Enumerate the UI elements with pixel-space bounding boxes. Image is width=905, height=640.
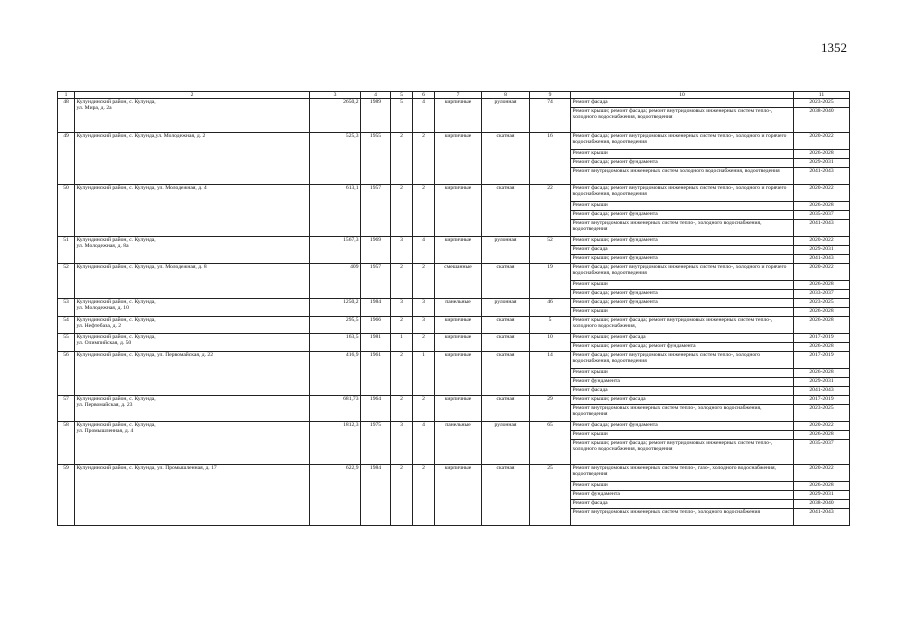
column-number: 9 (530, 92, 571, 99)
record-roof-type: скатная (482, 396, 530, 422)
record-residents: 52 (530, 237, 571, 264)
table-row (58, 422, 850, 431)
record-residents: 5 (530, 317, 571, 334)
repair-period: 2026-2028 (794, 343, 850, 352)
record-wall-material: кирпичные (435, 317, 482, 334)
table-row (58, 317, 850, 334)
record-residents: 19 (530, 264, 571, 299)
record-address: Кулундинский район, с. Кулунда, ул. Мира, д. 2а (75, 99, 310, 133)
capital-repair-register-table (57, 91, 850, 526)
repair-work-type: Ремонт крыши (571, 431, 794, 440)
repair-work-type: Ремонт фундамента (571, 491, 794, 500)
record-total-area: 163,5 (310, 334, 361, 352)
column-number: 5 (391, 92, 413, 99)
record-entrances: 2 (413, 334, 435, 352)
column-number: 3 (310, 92, 361, 99)
record-roof-type: скатная (482, 317, 530, 334)
repair-work-type: Ремонт фасада; ремонт фундамента (571, 299, 794, 308)
record-roof-type: рулонная (482, 422, 530, 465)
record-wall-material: кирпичные (435, 237, 482, 264)
record-build-year: 1961 (361, 352, 391, 396)
record-address: Кулундинский район, с. Кулунда, ул. Молодежная, д. 10 (75, 299, 310, 317)
record-roof-type: скатная (482, 352, 530, 396)
repair-work-type: Ремонт фасада; ремонт внутридомовых инженерных систем тепло-, холодного и горячего водоснабжения, водоотведения (571, 185, 794, 202)
record-wall-material: кирпичные (435, 334, 482, 352)
repair-work-type: Ремонт крыши (571, 202, 794, 211)
record-address: Кулундинский район, с. Кулунда, ул. Нефтебаза, д. 2 (75, 317, 310, 334)
record-floors: 2 (391, 317, 413, 334)
repair-period: 2026-2028 (794, 482, 850, 491)
column-number: 1 (58, 92, 75, 99)
repair-work-type: Ремонт фасада; ремонт фундамента (571, 159, 794, 168)
record-entrances: 2 (413, 264, 435, 299)
repair-period: 2017-2019 (794, 396, 850, 405)
repair-work-type: Ремонт фасада; ремонт фундамента (571, 422, 794, 431)
table-row (58, 237, 850, 246)
repair-period: 2029-2031 (794, 159, 850, 168)
record-total-area: 613,1 (310, 185, 361, 237)
record-floors: 3 (391, 299, 413, 317)
record-total-area: 681,73 (310, 396, 361, 422)
repair-work-type: Ремонт крыши; ремонт фасада (571, 334, 794, 343)
table-row (58, 396, 850, 405)
record-number: 59 (58, 465, 75, 526)
record-roof-type: рулонная (482, 237, 530, 264)
repair-period: 2035-2037 (794, 440, 850, 465)
repair-work-type: Ремонт крыши (571, 308, 794, 317)
record-floors: 2 (391, 352, 413, 396)
record-total-area: 622,9 (310, 465, 361, 526)
record-wall-material: кирпичные (435, 133, 482, 185)
record-floors: 3 (391, 237, 413, 264)
column-number: 11 (794, 92, 850, 99)
record-number: 58 (58, 422, 75, 465)
record-residents: 16 (530, 133, 571, 185)
repair-period: 2041-2043 (794, 387, 850, 396)
record-address: Кулундинский район, с. Кулунда, ул. Молодежная, д. 4 (75, 185, 310, 237)
repair-period: 2020-2022 (794, 237, 850, 246)
record-address: Кулундинский район, с. Кулунда, ул. Промышленная, д. 17 (75, 465, 310, 526)
repair-work-type: Ремонт внутридомовых инженерных систем холодного водоснабжения, водоотведения (571, 168, 794, 185)
repair-period: 2023-2025 (794, 299, 850, 308)
repair-work-type: Ремонт внутридомовых инженерных систем тепло-, холодного водоснабжения, водоотведения (571, 405, 794, 422)
repair-period: 2026-2028 (794, 317, 850, 334)
page-number: 1352 (821, 40, 847, 55)
record-address: Кулундинский район, с. Кулунда, ул. Промышленная, д. 4 (75, 422, 310, 465)
record-floors: 2 (391, 465, 413, 526)
record-number: 49 (58, 133, 75, 185)
record-residents: 46 (530, 299, 571, 317)
repair-period: 2026-2028 (794, 150, 850, 159)
repair-work-type: Ремонт фасада (571, 246, 794, 255)
record-roof-type: скатная (482, 133, 530, 185)
repair-period: 2029-2031 (794, 491, 850, 500)
repair-period: 2020-2022 (794, 133, 850, 150)
repair-work-type: Ремонт крыши; ремонт фасада; ремонт внутридомовых инженерных систем тепло-, холодного водоснабжения, водоотведения (571, 440, 794, 465)
record-address: Кулундинский район, с. Кулунда, ул. Молодежная, д. 8а (75, 237, 310, 264)
record-total-area: 2650,2 (310, 99, 361, 133)
record-build-year: 1984 (361, 299, 391, 317)
record-residents: 22 (530, 185, 571, 237)
repair-work-type: Ремонт внутридомовых инженерных систем тепло-, холодного водоснабжения, водоотведения (571, 220, 794, 237)
record-number: 56 (58, 352, 75, 396)
record-residents: 14 (530, 352, 571, 396)
record-wall-material: кирпичные (435, 185, 482, 237)
table-row (58, 185, 850, 202)
record-address: Кулундинский район, с. Кулунда, ул. Олимпийская, д. 50 (75, 334, 310, 352)
repair-period: 2020-2022 (794, 185, 850, 202)
record-floors: 2 (391, 185, 413, 237)
record-total-area: 409 (310, 264, 361, 299)
record-number: 57 (58, 396, 75, 422)
repair-work-type: Ремонт фасада; ремонт фундамента (571, 211, 794, 220)
repair-period: 2033-2037 (794, 290, 850, 299)
record-residents: 25 (530, 465, 571, 526)
repair-work-type: Ремонт крыши (571, 150, 794, 159)
record-build-year: 1984 (361, 465, 391, 526)
record-total-area: 416,9 (310, 352, 361, 396)
record-address: Кулундинский район, с. Кулунда,ул. Молодежная, д. 2 (75, 133, 310, 185)
repair-period: 2017-2019 (794, 334, 850, 343)
record-number: 50 (58, 185, 75, 237)
column-number: 2 (75, 92, 310, 99)
record-entrances: 4 (413, 99, 435, 133)
repair-period: 2026-2028 (794, 202, 850, 211)
repair-period: 2038-2040 (794, 500, 850, 509)
record-entrances: 4 (413, 422, 435, 465)
record-entrances: 3 (413, 317, 435, 334)
record-wall-material: кирпичные (435, 99, 482, 133)
table-row (58, 334, 850, 343)
repair-period: 2038-2040 (794, 108, 850, 133)
table-row (58, 465, 850, 482)
record-address: Кулундинский район, с. Кулунда, ул. Первомайская, д. 23 (75, 396, 310, 422)
record-address: Кулундинский район, с. Кулунда, ул. Молодежная, д. 8 (75, 264, 310, 299)
repair-period: 2023-2025 (794, 99, 850, 108)
column-number: 6 (413, 92, 435, 99)
record-number: 52 (58, 264, 75, 299)
record-build-year: 1957 (361, 185, 391, 237)
record-number: 53 (58, 299, 75, 317)
repair-work-type: Ремонт фасада; ремонт внутридомовых инженерных систем тепло-, холодного и горячего водоснабжения, водоотведения (571, 264, 794, 281)
record-roof-type: рулонная (482, 99, 530, 133)
repair-work-type: Ремонт крыши (571, 369, 794, 378)
column-number-row (58, 92, 850, 99)
record-number: 54 (58, 317, 75, 334)
record-residents: 10 (530, 334, 571, 352)
record-entrances: 2 (413, 185, 435, 237)
repair-period: 2023-2025 (794, 405, 850, 422)
record-entrances: 2 (413, 396, 435, 422)
repair-period: 2035-2037 (794, 211, 850, 220)
column-number: 10 (571, 92, 794, 99)
record-roof-type: скатная (482, 264, 530, 299)
table-row (58, 264, 850, 281)
repair-period: 2020-2022 (794, 465, 850, 482)
repair-work-type: Ремонт крыши; ремонт фасада (571, 396, 794, 405)
record-build-year: 1957 (361, 264, 391, 299)
repair-work-type: Ремонт крыши; ремонт фасада; ремонт фундамента (571, 343, 794, 352)
record-roof-type: рулонная (482, 299, 530, 317)
record-number: 48 (58, 99, 75, 133)
record-wall-material: кирпичные (435, 396, 482, 422)
record-total-area: 295,5 (310, 317, 361, 334)
repair-work-type: Ремонт крыши; ремонт фасада; ремонт внутридомовых инженерных систем тепло-, холодного водоснабжения, водоотведения (571, 108, 794, 133)
record-build-year: 1969 (361, 237, 391, 264)
record-total-area: 1567,3 (310, 237, 361, 264)
record-entrances: 2 (413, 465, 435, 526)
repair-period: 2020-2022 (794, 422, 850, 431)
repair-work-type: Ремонт крыши; ремонт фасада; ремонт внутридомовых инженерных систем тепло-, холодного водоснабжения, (571, 317, 794, 334)
record-wall-material: панельные (435, 422, 482, 465)
record-wall-material: кирпичные (435, 465, 482, 526)
column-number: 7 (435, 92, 482, 99)
record-floors: 1 (391, 334, 413, 352)
repair-work-type: Ремонт фундамента (571, 378, 794, 387)
record-build-year: 1981 (361, 334, 391, 352)
table-row (58, 133, 850, 150)
record-residents: 74 (530, 99, 571, 133)
record-wall-material: смешанные (435, 264, 482, 299)
record-address: Кулундинский район, с. Кулунда, ул. Первомайская, д. 22 (75, 352, 310, 396)
repair-period: 2017-2019 (794, 352, 850, 369)
record-roof-type: скатная (482, 334, 530, 352)
record-residents: 65 (530, 422, 571, 465)
record-number: 55 (58, 334, 75, 352)
repair-period: 2041-2043 (794, 220, 850, 237)
record-number: 51 (58, 237, 75, 264)
record-total-area: 1812,3 (310, 422, 361, 465)
record-wall-material: кирпичные (435, 352, 482, 396)
record-floors: 2 (391, 264, 413, 299)
repair-work-type: Ремонт фасада; ремонт фундамента (571, 290, 794, 299)
repair-work-type: Ремонт крыши (571, 281, 794, 290)
table-row (58, 99, 850, 108)
repair-work-type: Ремонт фасада (571, 387, 794, 396)
repair-work-type: Ремонт внутридомовых инженерных систем тепло-, газо-, холодного водоснабжения, водоотведения (571, 465, 794, 482)
record-entrances: 4 (413, 237, 435, 264)
record-build-year: 1966 (361, 317, 391, 334)
record-total-area: 525,3 (310, 133, 361, 185)
record-entrances: 1 (413, 352, 435, 396)
repair-work-type: Ремонт фасада (571, 500, 794, 509)
repair-work-type: Ремонт крыши (571, 482, 794, 491)
repair-period: 2029-2031 (794, 378, 850, 387)
record-floors: 5 (391, 99, 413, 133)
record-roof-type: скатная (482, 465, 530, 526)
repair-period: 2029-2031 (794, 246, 850, 255)
record-total-area: 1250,2 (310, 299, 361, 317)
repair-period: 2020-2022 (794, 264, 850, 281)
repair-work-type: Ремонт внутридомовых инженерных систем тепло-, холодного водоснабжения (571, 509, 794, 526)
table-row (58, 299, 850, 308)
repair-period: 2026-2028 (794, 308, 850, 317)
record-roof-type: скатная (482, 185, 530, 237)
record-entrances: 3 (413, 299, 435, 317)
repair-period: 2026-2028 (794, 281, 850, 290)
record-build-year: 1964 (361, 396, 391, 422)
repair-period: 2026-2028 (794, 431, 850, 440)
record-wall-material: панельные (435, 299, 482, 317)
column-number: 8 (482, 92, 530, 99)
record-build-year: 1975 (361, 422, 391, 465)
record-build-year: 1955 (361, 133, 391, 185)
column-number: 4 (361, 92, 391, 99)
repair-work-type: Ремонт крыши; ремонт фундамента (571, 237, 794, 246)
record-entrances: 2 (413, 133, 435, 185)
record-floors: 2 (391, 133, 413, 185)
repair-work-type: Ремонт фасада (571, 99, 794, 108)
repair-period: 2041-2043 (794, 255, 850, 264)
repair-work-type: Ремонт крыши; ремонт фундамента (571, 255, 794, 264)
repair-period: 2041-2043 (794, 168, 850, 185)
repair-period: 2041-2043 (794, 509, 850, 526)
record-build-year: 1989 (361, 99, 391, 133)
record-residents: 29 (530, 396, 571, 422)
table-row (58, 352, 850, 369)
repair-work-type: Ремонт фасада; ремонт внутридомовых инженерных систем тепло-, холодного и горячего водоснабжения, водоотведения (571, 133, 794, 150)
record-floors: 3 (391, 422, 413, 465)
repair-period: 2026-2028 (794, 369, 850, 378)
repair-work-type: Ремонт фасада; ремонт внутридомовых инженерных систем тепло-, холодного водоснабжения, водоотведения (571, 352, 794, 369)
record-floors: 2 (391, 396, 413, 422)
